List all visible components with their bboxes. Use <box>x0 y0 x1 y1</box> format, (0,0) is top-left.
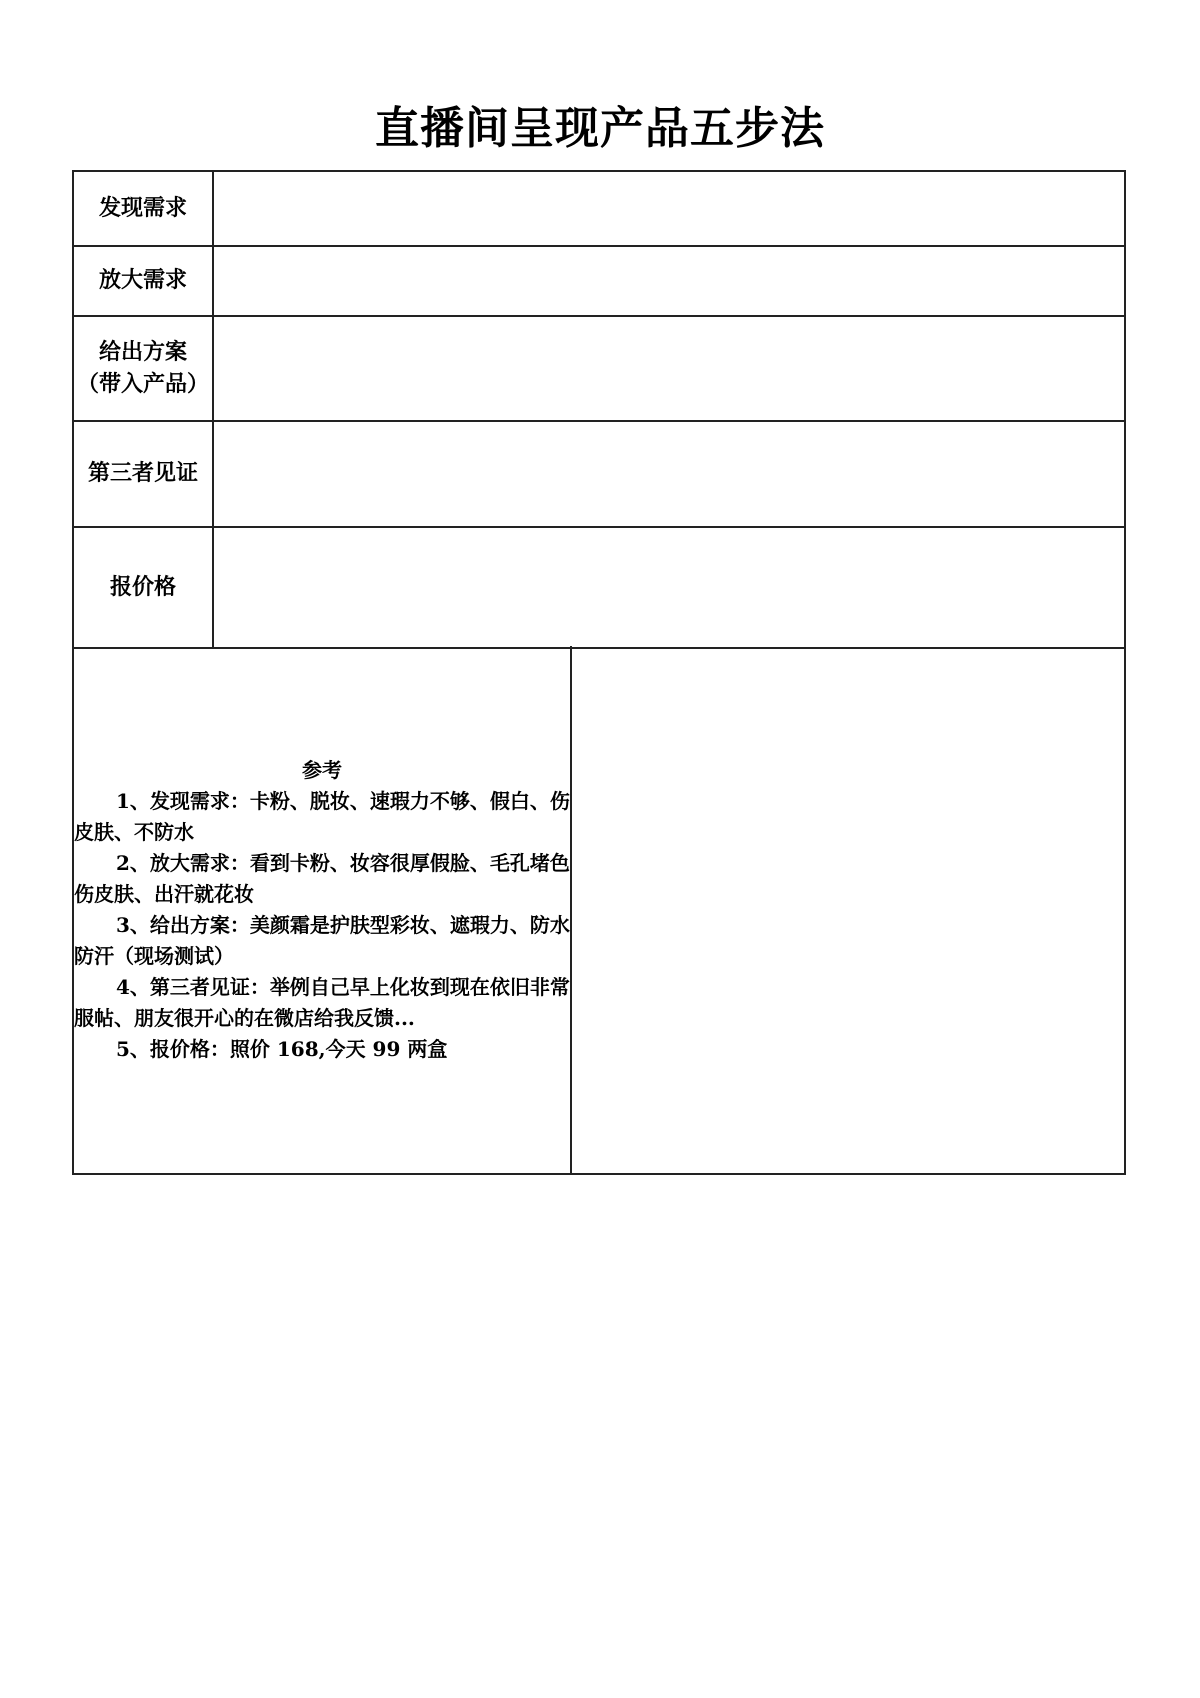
row-input-cell[interactable] <box>213 246 1125 316</box>
reference-item: 4、第三者见证：举例自己早上化妆到现在依旧非常服帖、朋友很开心的在微店给我反馈... <box>74 974 570 1030</box>
row-input-cell[interactable] <box>213 171 1125 246</box>
row-label: 放大需求 <box>73 246 213 316</box>
reference-item: 2、放大需求：看到卡粉、妆容很厚假脸、毛孔堵色伤皮肤、出汗就花妆 <box>74 850 570 906</box>
row-label <box>73 316 213 421</box>
table-row <box>73 527 1125 648</box>
five-step-table <box>72 170 1126 649</box>
table-row <box>73 171 1125 246</box>
reference-section <box>72 646 1126 1175</box>
row-label-line2: （带入产品） <box>76 371 209 397</box>
table-row <box>73 421 1125 527</box>
reference-item: 5、报价格：照价 168,今天 99 两盒 <box>116 1036 448 1061</box>
reference-item: 3、给出方案：美颜霜是护肤型彩妆、遮瑕力、防水防汗（现场测试） <box>74 912 570 968</box>
blank-cell[interactable] <box>572 646 1124 1173</box>
table-row <box>73 316 1125 421</box>
row-input-cell[interactable] <box>213 421 1125 527</box>
row-label: 报价格 <box>73 527 213 648</box>
row-input-cell[interactable] <box>213 527 1125 648</box>
row-input-cell[interactable] <box>213 316 1125 421</box>
page-title: 直播间呈现产品五步法 <box>375 103 825 154</box>
row-label: 发现需求 <box>73 171 213 246</box>
reference-item: 1、发现需求：卡粉、脱妆、速瑕力不够、假白、伤皮肤、不防水 <box>74 788 570 844</box>
table-row <box>73 246 1125 316</box>
reference-cell <box>74 646 572 1173</box>
row-label-line1: 给出方案 <box>98 339 187 365</box>
reference-heading: 参考 <box>302 757 342 782</box>
row-label: 第三者见证 <box>73 421 213 527</box>
